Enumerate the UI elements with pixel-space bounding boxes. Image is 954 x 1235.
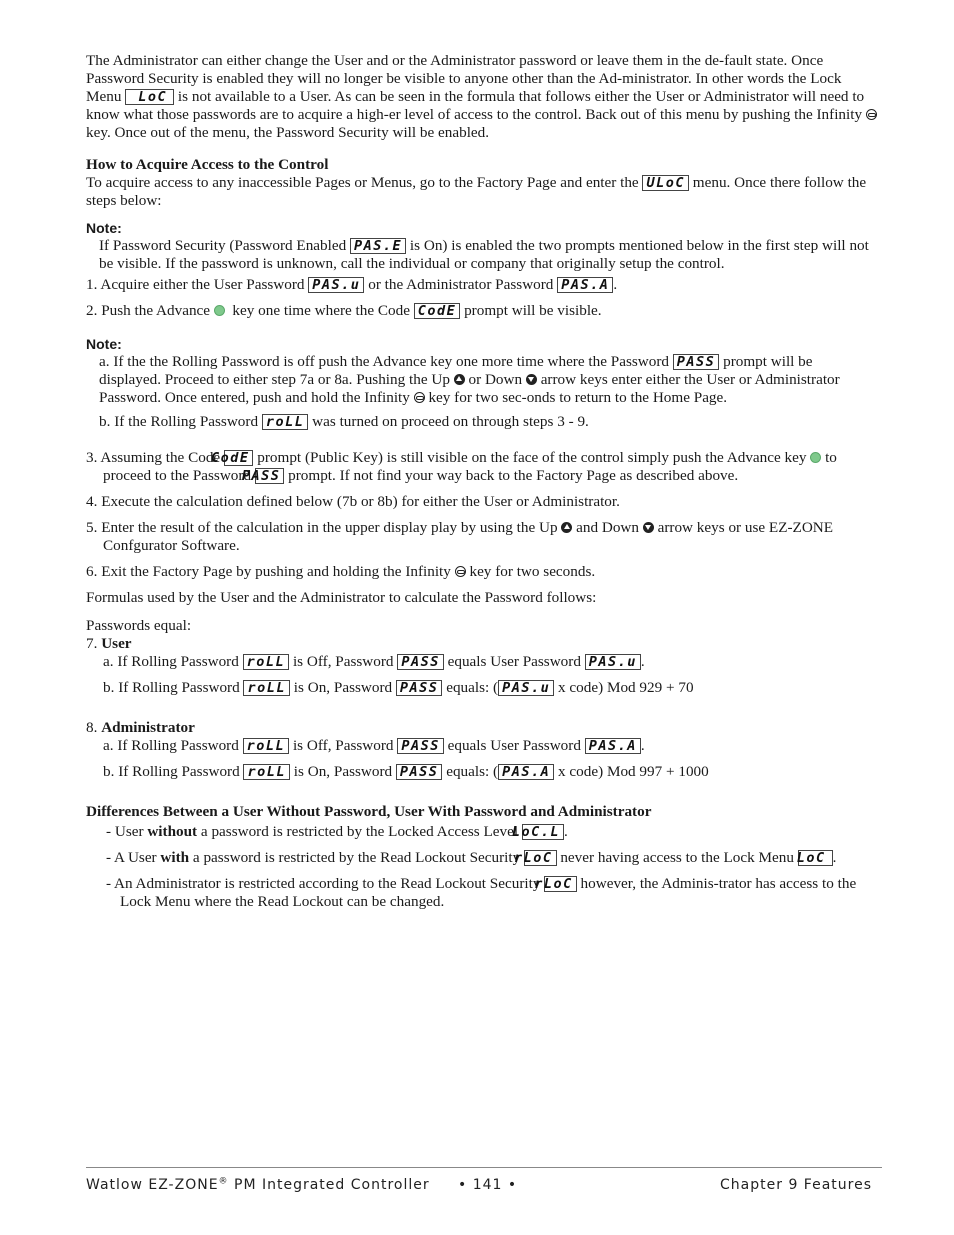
formula-text: equals User Password [447, 737, 581, 754]
display-pasa: PAS.A [557, 277, 613, 293]
formula-text: b. If Rolling Password [103, 763, 240, 780]
formula-text: is Off, Password [292, 653, 394, 670]
note-text: prompt will be displayed. Proceed to either step 7a or 8a. Pushing the Up [99, 353, 813, 388]
footer-product: PM Integrated Controller [228, 1177, 430, 1193]
formula-text: . [640, 737, 645, 754]
differences-heading: Differences Between a User Without Password, User With Password and Administrator [86, 803, 652, 820]
difference-text: never having access to the Lock Menu [560, 849, 794, 866]
difference-item [86, 849, 878, 867]
footer-divider [86, 1167, 882, 1168]
display-uloc: ULoC [642, 175, 689, 191]
display-roll: roLL [243, 764, 290, 780]
note-text: is On) is enabled the two prompts mentioned below in the first step will not be visible. If the password is unknown, call the individual or company that originally setup the control. [99, 237, 869, 272]
down-arrow-key-icon [526, 374, 537, 385]
step-text: 5. Enter the result of the calculation in the upper display play by using the Up [86, 519, 558, 536]
document-body [86, 52, 878, 911]
formula-text: equals User Password [447, 653, 581, 670]
formula-text: a. If Rolling Password [103, 737, 239, 754]
display-pase: PAS.E [350, 238, 406, 254]
note-paragraph [99, 237, 878, 273]
step-text: key one time where the Code [232, 302, 410, 319]
display-roll: roLL [243, 680, 290, 696]
intro-text: is not available to a User. As can be seen in the formula that follows either the User or Administrator will need to know what those passwords are to acquire a high-er level of access to the control. Back out of this menu by pushing the Infinity [86, 88, 865, 123]
difference-item [86, 823, 878, 841]
admin-item-b [103, 763, 878, 781]
display-code: CodE [414, 303, 461, 319]
display-pass: PASS [396, 764, 443, 780]
formula-text: equals: ( [446, 679, 499, 696]
acquire-heading: How to Acquire Access to the Control [86, 156, 329, 173]
page-number: • 141 • [458, 1177, 518, 1193]
formula-text: b. If Rolling Password [103, 679, 240, 696]
admin-title: Administrator [101, 719, 195, 736]
note-text: arrow keys enter either the User or Administrator Password. Once entered, push and hold the Infinity [99, 371, 840, 406]
up-arrow-key-icon [454, 374, 465, 385]
step-5 [86, 519, 878, 555]
difference-text: however, the Adminis-trator has access to the Lock Menu where the Read Lockout can be changed. [120, 875, 857, 910]
step-1 [86, 276, 878, 294]
display-rloc: rLoC [544, 876, 577, 892]
note-item-b [99, 413, 878, 431]
display-pass: PASS [673, 354, 720, 370]
difference-text: - An Administrator is restricted according to the Read Lockout Security [106, 875, 541, 892]
difference-emphasis: without [147, 823, 198, 840]
user-num: 7. [86, 635, 98, 652]
step-text: and Down [576, 519, 639, 536]
note-item-a [99, 353, 878, 407]
formula-text: is On, Password [293, 763, 393, 780]
footer-brand: Watlow EZ-ZONE [86, 1177, 219, 1193]
step-text: 6. Exit the Factory Page by pushing and holding the Infinity [86, 563, 451, 580]
difference-text: a password is restricted by the Locked Access Level [200, 823, 519, 840]
step-text: . [613, 276, 618, 293]
user-item-b [103, 679, 878, 697]
step-text: to proceed to the Password [103, 449, 837, 484]
note-label: Note: [86, 336, 122, 352]
step-4: 4. Execute the calculation defined below (7b or 8b) for either the User or Administrator. [86, 493, 620, 510]
infinity-key-icon [414, 392, 425, 403]
note-label: Note: [86, 220, 122, 236]
difference-text: . [832, 849, 837, 866]
user-item-a [103, 653, 878, 671]
step-text: prompt will be visible. [464, 302, 602, 319]
passwords-equal: Passwords equal: [86, 617, 192, 634]
step-text: 3. Assuming the Code [86, 449, 221, 466]
infinity-key-icon [455, 566, 466, 577]
admin-num: 8. [86, 719, 98, 736]
formula-text: x code) Mod 997 + 1000 [558, 763, 709, 780]
display-pasa: PAS.A [585, 738, 641, 754]
display-pass: PASS [396, 680, 443, 696]
footer-title [86, 1176, 430, 1194]
chapter-label: Chapter 9 Features [720, 1177, 872, 1193]
user-heading [86, 635, 878, 653]
difference-item [86, 875, 878, 911]
acquire-paragraph [86, 174, 878, 210]
difference-text: . [564, 823, 568, 840]
registered-mark: ® [218, 1176, 229, 1187]
acquire-text: menu. Once there follow the steps below: [86, 174, 867, 209]
up-arrow-key-icon [561, 522, 572, 533]
note-text: was turned on proceed on through steps 3 - 9. [312, 413, 589, 430]
step-3 [86, 449, 878, 485]
formula-text: x code) Mod 929 + 70 [558, 679, 694, 696]
formula-text: is On, Password [293, 679, 393, 696]
intro-text: key. Once out of the menu, the Password Security will be enabled. [86, 124, 490, 141]
display-roll: roLL [262, 414, 309, 430]
step-text: 2. Push the Advance [86, 302, 211, 319]
note-text: a. If the the Rolling Password is off push the Advance key one more time where the Password [99, 353, 669, 370]
display-code: CodE [224, 450, 254, 466]
display-pass: PASS [397, 738, 444, 754]
formulas-intro: Formulas used by the User and the Administrator to calculate the Password follows: [86, 589, 597, 606]
formula-text: equals: ( [446, 763, 499, 780]
step-text: 1. Acquire either the User Password [86, 276, 305, 293]
down-arrow-key-icon [643, 522, 654, 533]
display-roll: roLL [243, 654, 290, 670]
display-pasu: PAS.u [498, 680, 554, 696]
step-text: prompt. If not find your way back to the Factory Page as described above. [288, 467, 739, 484]
difference-text: a password is restricted by the Read Lockout Security [192, 849, 521, 866]
difference-text: - User [106, 823, 144, 840]
acquire-text: To acquire access to any inaccessible Pages or Menus, go to the Factory Page and enter the [86, 174, 639, 191]
note-text: or Down [468, 371, 523, 388]
intro-paragraph [86, 52, 878, 142]
step-2 [86, 302, 878, 320]
step-6 [86, 563, 878, 581]
display-pass: PASS [255, 468, 285, 484]
admin-item-a [103, 737, 878, 755]
display-roll: roLL [243, 738, 290, 754]
formula-text: a. If Rolling Password [103, 653, 239, 670]
display-pass: PASS [397, 654, 444, 670]
formula-text: . [640, 653, 645, 670]
display-loc: LoC [125, 89, 174, 105]
step-text: key for two seconds. [469, 563, 596, 580]
infinity-key-icon [866, 109, 877, 120]
formula-text: is Off, Password [292, 737, 394, 754]
note-text: If Password Security (Password Enabled [99, 237, 347, 254]
display-rloc: rLoC [524, 850, 557, 866]
step-text: arrow keys or use EZ-ZONE Confgurator Software. [103, 519, 834, 554]
advance-key-icon [214, 305, 225, 316]
display-locl: LoC.L [522, 824, 564, 840]
user-title: User [101, 635, 132, 652]
admin-heading [86, 719, 878, 737]
advance-key-icon [810, 452, 821, 463]
display-loc: LoC [798, 850, 833, 866]
display-pasu: PAS.u [585, 654, 641, 670]
step-text: or the Administrator Password [368, 276, 554, 293]
intro-text: The Administrator can either change the User and or the Administrator password or leave them in the de-fault state. Once Password Security is enabled they will no longer be visible to anyone other than the Ad-ministrator. In other words the Lock Menu [86, 52, 842, 105]
step-text: prompt (Public Key) is still visible on the face of the control simply push the Advance key [257, 449, 807, 466]
display-pasu: PAS.u [308, 277, 364, 293]
note-text: b. If the Rolling Password [99, 413, 259, 430]
note-text: key for two sec-onds to return to the Home Page. [428, 389, 728, 406]
display-pasa: PAS.A [498, 764, 554, 780]
difference-text: - A User [106, 849, 157, 866]
difference-emphasis: with [160, 849, 190, 866]
